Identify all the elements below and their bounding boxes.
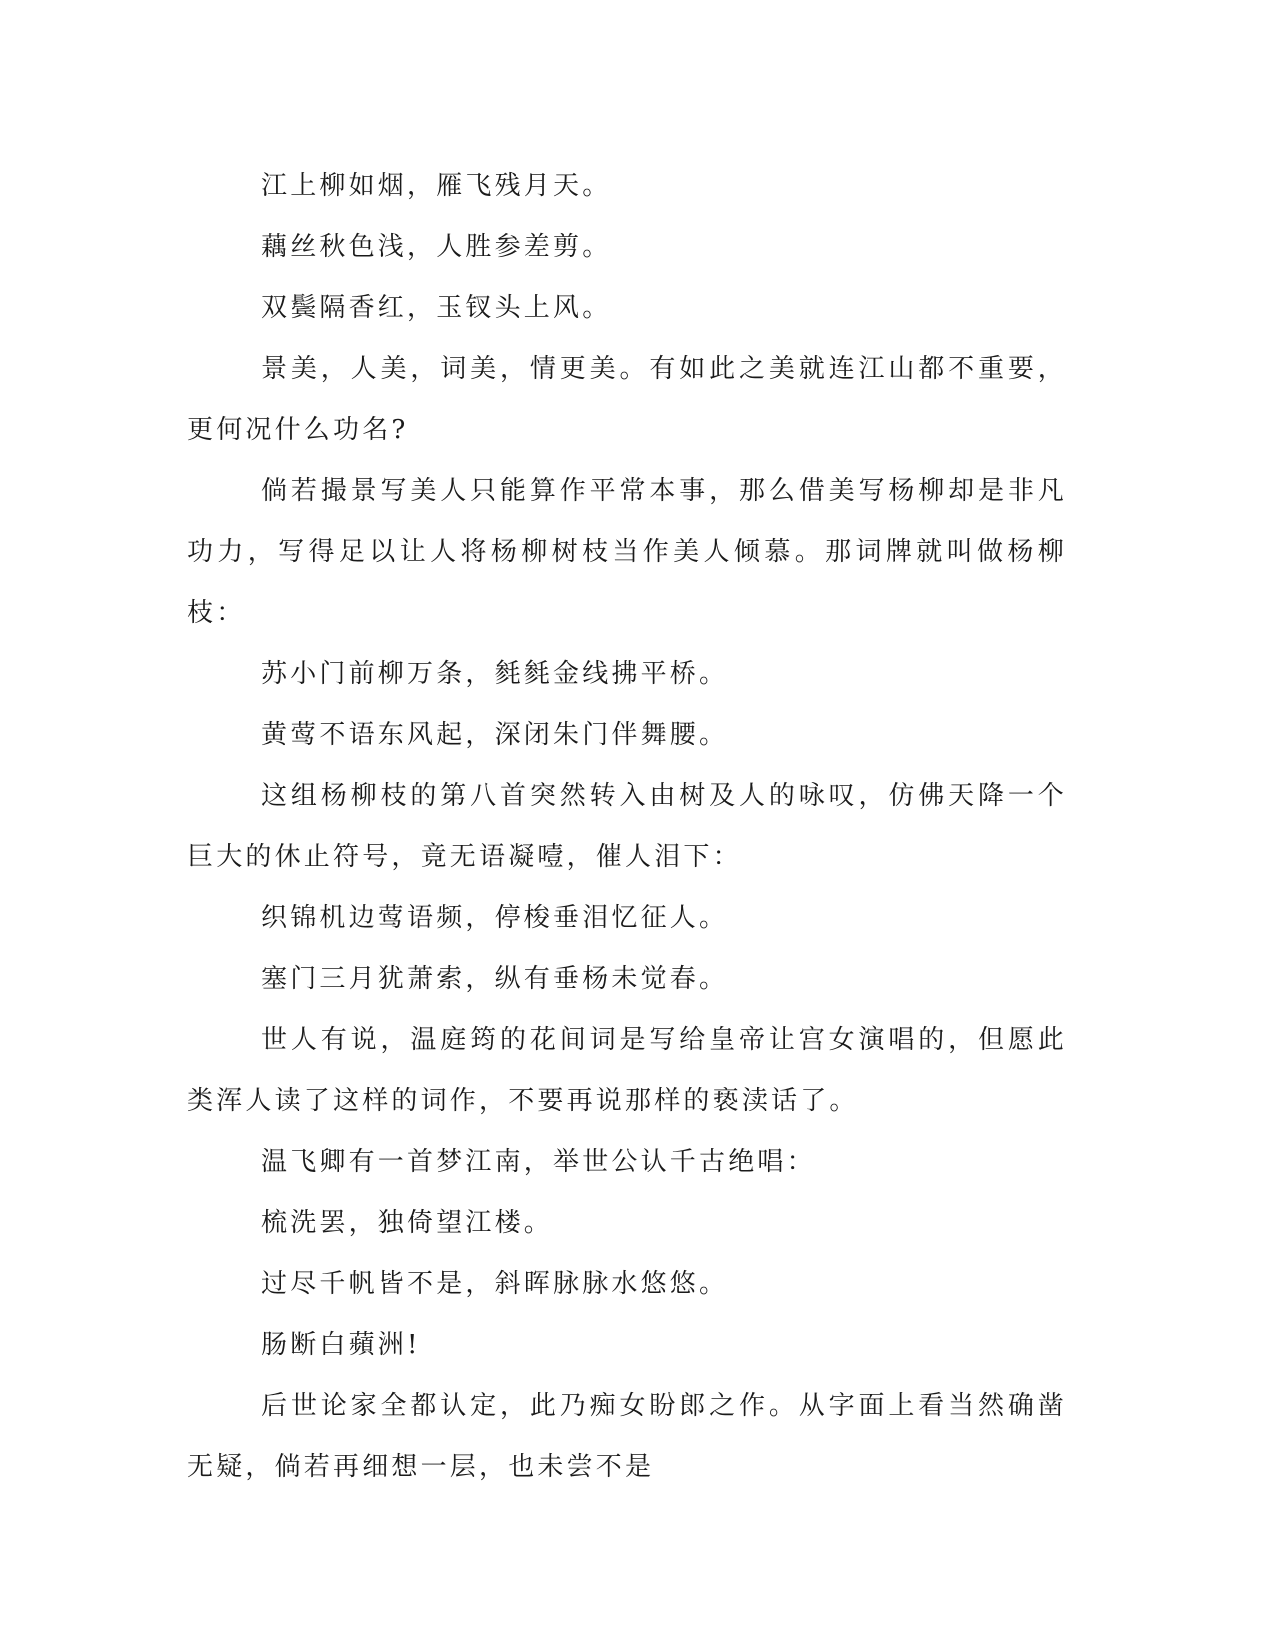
poem-line: 塞门三月犹萧索，纵有垂杨未觉春。	[261, 964, 729, 994]
body-paragraph: 这组杨柳枝的第八首突然转入由树及人的咏叹，仿佛天降一个巨大的休止符号，竟无语凝噎，催人泪下：	[187, 781, 1067, 872]
poem-line: 双鬓隔香红，玉钗头上风。	[261, 293, 612, 323]
poem-line: 梳洗罢，独倚望江楼。	[261, 1208, 554, 1238]
body-paragraph: 后世论家全都认定，此乃痴女盼郎之作。从字面上看当然确凿无疑，倘若再细想一层，也未尝不是	[187, 1391, 1067, 1482]
poem-line: 苏小门前柳万条，毵毵金线拂平桥。	[261, 659, 729, 689]
poem-line: 肠断白蘋洲!	[261, 1330, 421, 1360]
poem-line: 藕丝秋色浅，人胜参差剪。	[261, 232, 612, 262]
poem-line: 江上柳如烟，雁飞残月天。	[261, 171, 612, 201]
body-paragraph: 世人有说，温庭筠的花间词是写给皇帝让宫女演唱的，但愿此类浑人读了这样的词作，不要再说那样的亵渎话了。	[187, 1025, 1067, 1116]
body-paragraph: 温飞卿有一首梦江南，举世公认千古绝唱：	[261, 1147, 816, 1177]
poem-line: 黄莺不语东风起，深闭朱门伴舞腰。	[261, 720, 729, 750]
body-paragraph: 景美，人美，词美，情更美。有如此之美就连江山都不重要，更何况什么功名?	[187, 354, 1067, 445]
body-paragraph: 倘若撮景写美人只能算作平常本事，那么借美写杨柳却是非凡功力，写得足以让人将杨柳树枝当作美人倾慕。那词牌就叫做杨柳枝：	[187, 476, 1067, 628]
poem-line: 织锦机边莺语频，停梭垂泪忆征人。	[261, 903, 729, 933]
article-body	[187, 156, 1067, 1498]
poem-line: 过尽千帆皆不是，斜晖脉脉水悠悠。	[261, 1269, 729, 1299]
